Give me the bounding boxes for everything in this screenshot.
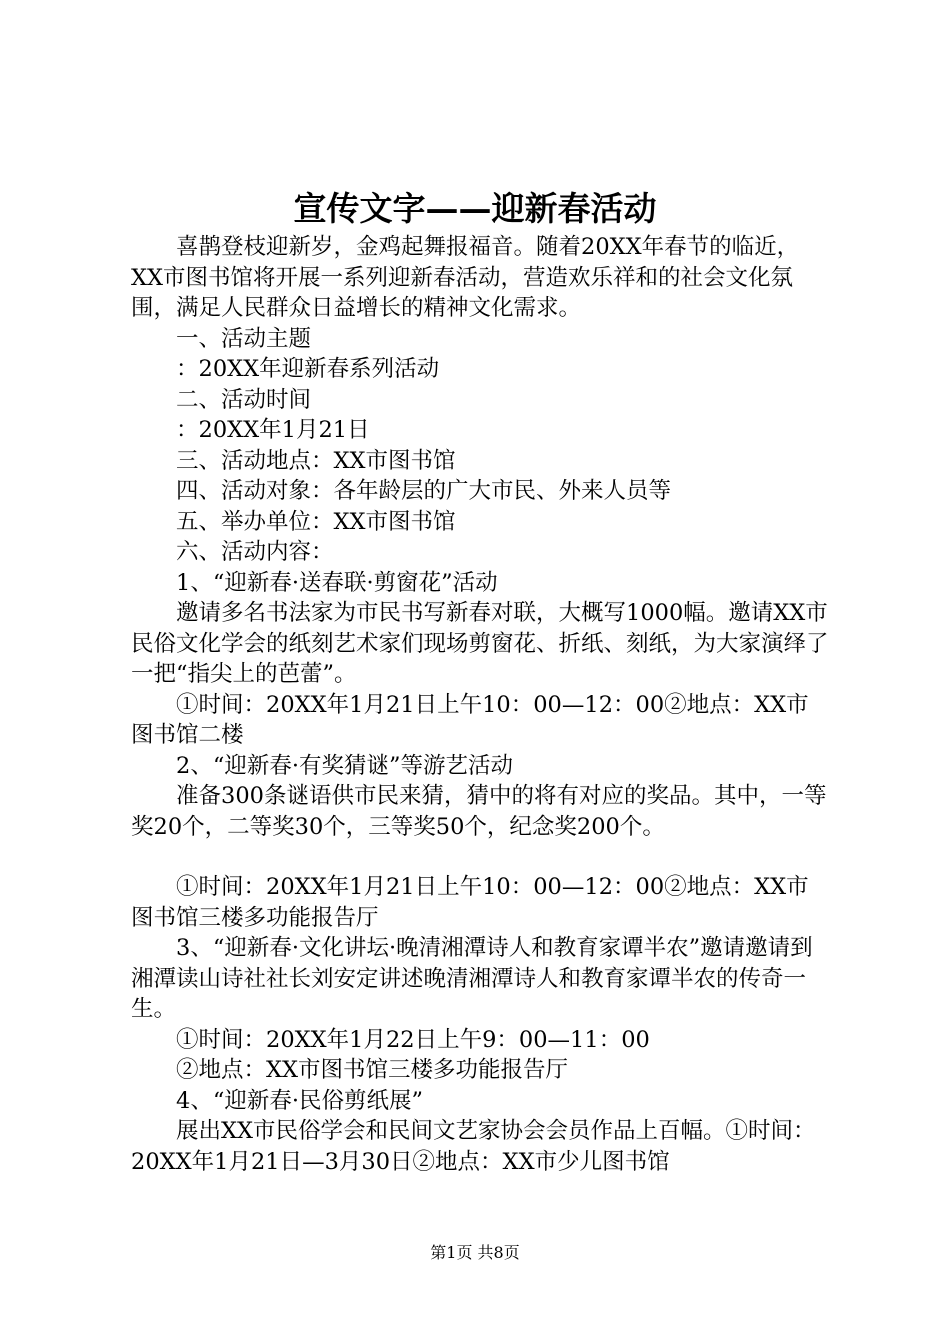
section-location: 三、活动地点：XX市图书馆 [176, 447, 456, 474]
section-heading-time: 二、活动时间 [176, 386, 312, 413]
activity-2-description: 准备300条谜语供市民来猜，猜中的将有对应的奖品。其中，一等奖20个，二等奖30个，三等奖50个，纪念奖200个。 [131, 783, 827, 840]
page-footer: 第1页 共8页 [430, 1243, 520, 1262]
activity-1-time-location: ①时间：20XX年1月21日上午10：00—12：00②地点：XX市图书馆二楼 [131, 691, 809, 748]
blank-line [131, 842, 831, 872]
activity-3-location: ②地点：XX市图书馆三楼多功能报告厅 [176, 1057, 569, 1083]
section-organizer: 五、举办单位：XX市图书馆 [176, 508, 456, 535]
activity-3-heading: 3、“迎新春·文化讲坛·晚清湘潭诗人和教育家谭半农”邀请邀请到湘潭读山诗社社长刘安定讲述晚清湘潭诗人和教育家谭半农的传奇一生。 [131, 935, 813, 1022]
activity-3-time: ①时间：20XX年1月22日上午9：00—11：00 [176, 1026, 650, 1053]
document-title: 宣传文字——迎新春活动 [293, 189, 657, 228]
document-body [131, 232, 831, 1177]
activity-4-heading: 4、“迎新春·民俗剪纸展” [176, 1087, 423, 1114]
theme-value: ：20XX年迎新春系列活动 [176, 356, 440, 382]
activity-1-description: 邀请多名书法家为市民书写新春对联，大概写1000幅。邀请XX市民俗文化学会的纸刻艺术家们现场剪窗花、折纸、刻纸，为大家演绎了一把“指尖上的芭蕾”。 [131, 600, 829, 687]
intro-paragraph: 喜鹊登枝迎新岁，金鸡起舞报福音。随着20XX年春节的临近，XX市图书馆将开展一系列迎新春活动，营造欢乐祥和的社会文化氛围，满足人民群众日益增长的精神文化需求。 [131, 234, 800, 321]
activity-4-description: 展出XX市民俗学会和民间文艺家协会会员作品上百幅。①时间：20XX年1月21日—3月30日②地点：XX市少儿图书馆 [131, 1118, 816, 1175]
activity-2-heading: 2、“迎新春·有奖猜谜”等游艺活动 [176, 752, 513, 779]
activity-2-time-location: ①时间：20XX年1月21日上午10：00—12：00②地点：XX市图书馆三楼多功能报告厅 [131, 874, 809, 931]
time-value: ：20XX年1月21日 [176, 417, 370, 443]
section-heading-content: 六、活动内容： [176, 539, 334, 565]
activity-1-heading: 1、“迎新春·送春联·剪窗花”活动 [176, 569, 498, 596]
section-heading-theme: 一、活动主题 [176, 325, 312, 352]
section-audience: 四、活动对象：各年龄层的广大市民、外来人员等 [176, 478, 672, 504]
